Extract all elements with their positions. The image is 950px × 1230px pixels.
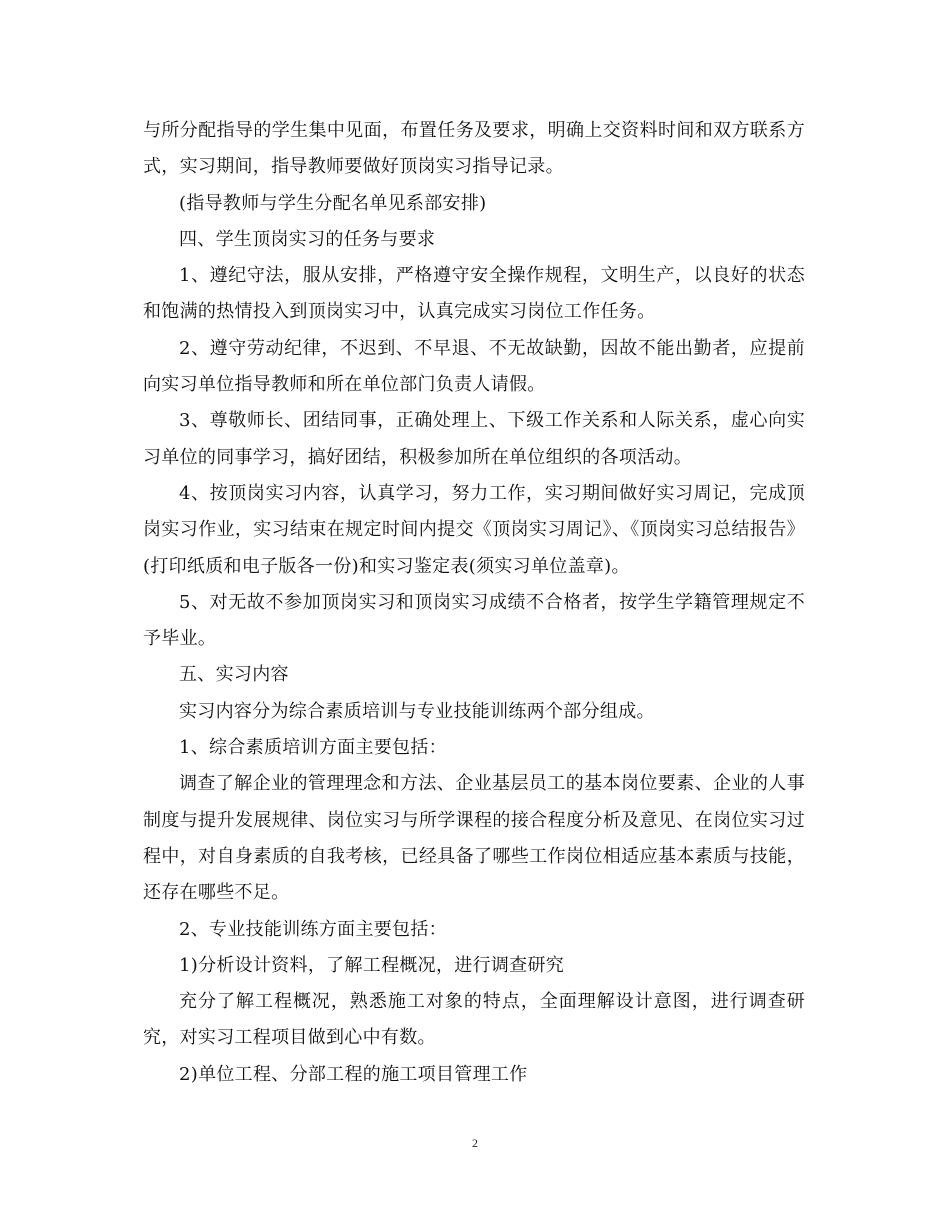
paragraph-2: (指导教师与学生分配名单见系部安排) bbox=[179, 192, 487, 214]
paragraph-5: 2、遵守劳动纪律，不迟到、不早退、不无故缺勤，因故不能出勤者，应提前向实习单位指导教师和所在单位部门负责人请假。 bbox=[143, 337, 805, 396]
paragraph-1: 与所分配指导的学生集中见面，布置任务及要求，明确上交资料时间和双方联系方式，实习期间，指导教师要做好顶岗实习指导记录。 bbox=[143, 120, 805, 178]
paragraph-4: 1、遵纪守法，服从安排，严格遵守安全操作规程，文明生产，以良好的状态和饱满的热情投入到顶岗实习中，认真完成实习岗位工作任务。 bbox=[143, 265, 805, 323]
paragraph-6: 3、尊敬师长、团结同事，正确处理上、下级工作关系和人际关系，虚心向实习单位的同事学习，搞好团结，积极参加所在单位组织的各项活动。 bbox=[143, 410, 805, 468]
document-body bbox=[143, 113, 805, 1093]
section-heading-4: 四、学生顶岗实习的任务与要求 bbox=[179, 228, 436, 250]
paragraph-10: 实习内容分为综合素质培训与专业技能训练两个部分组成。 bbox=[179, 700, 655, 722]
subheading-2-1: 1)分析设计资料，了解工程概况，进行调查研究 bbox=[179, 954, 565, 976]
page-number: 2 bbox=[472, 1136, 478, 1150]
subheading-2: 2、专业技能训练方面主要包括： bbox=[179, 918, 447, 940]
subheading-1: 1、综合素质培训方面主要包括： bbox=[179, 737, 447, 759]
section-heading-5: 五、实习内容 bbox=[179, 664, 289, 686]
paragraph-8: 5、对无故不参加顶岗实习和顶岗实习成绩不合格者，按学生学籍管理规定不予毕业。 bbox=[143, 591, 805, 650]
paragraph-12: 调查了解企业的管理理念和方法、企业基层员工的基本岗位要素、企业的人事制度与提升发展规律、岗位实习与所学课程的接合程度分析及意见、在岗位实习过程中，对自身素质的自我考核，已经具备了哪些工作岗位相适应基本素质与技能，还存在哪些不足。 bbox=[143, 773, 805, 904]
paragraph-7: 4、按顶岗实习内容，认真学习，努力工作，实习期间做好实习周记，完成顶岗实习作业，实习结束在规定时间内提交《顶岗实习周记》、《顶岗实习总结报告》(打印纸质和电子版各一份)和实习鉴定表(须实习单位盖章)。 bbox=[143, 482, 805, 577]
paragraph-15: 充分了解工程概况，熟悉施工对象的特点，全面理解设计意图，进行调查研究，对实习工程项目做到心中有数。 bbox=[143, 991, 805, 1049]
subheading-2-2: 2)单位工程、分部工程的施工项目管理工作 bbox=[179, 1063, 528, 1085]
